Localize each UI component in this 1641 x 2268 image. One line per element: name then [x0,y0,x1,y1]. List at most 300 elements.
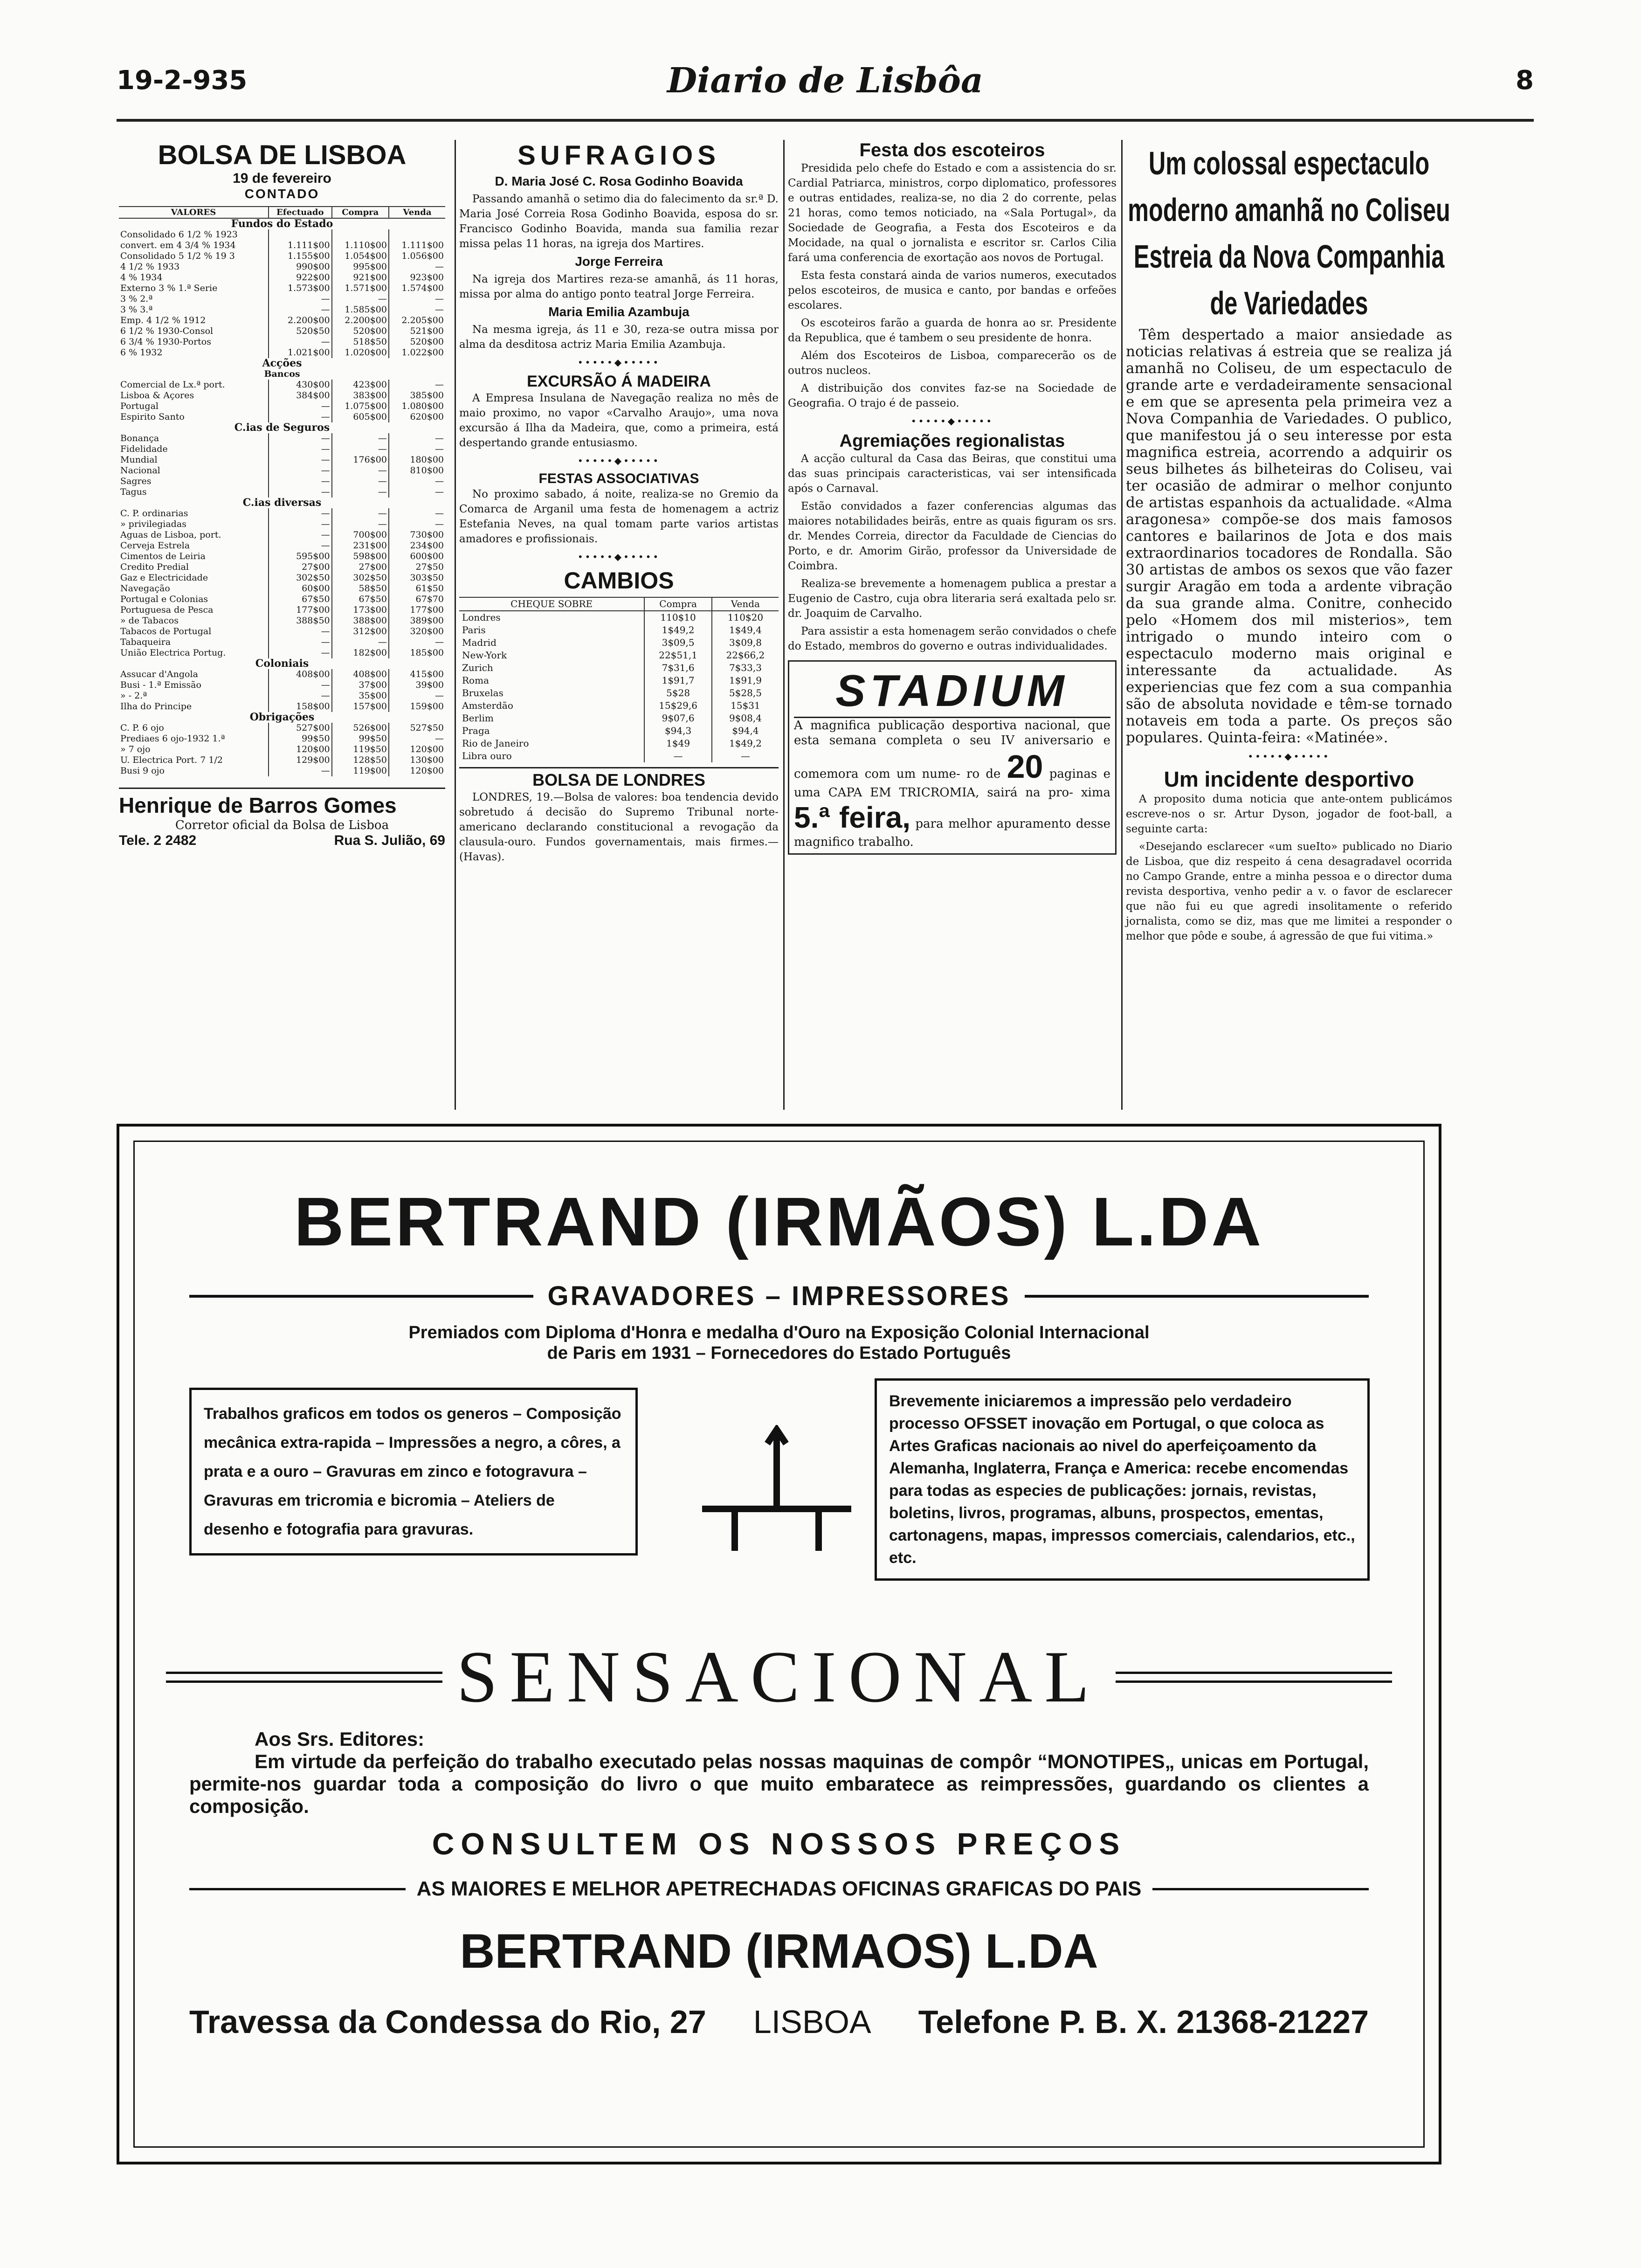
table-cell: 177$00 [269,605,332,615]
table-cell: Busi - 1.ª Emissão [120,680,201,690]
table-cell: Consolidado 6 1/2 % 1923 [120,229,238,240]
londres-title: BOLSA DE LONDRES [459,767,779,790]
table-cell: 1.571$00 [332,283,389,294]
table-cell: — [389,733,445,744]
table-row [459,624,779,636]
sufragios-title: SUFRAGIOS [517,140,720,171]
table-row [119,723,445,733]
table-row [459,725,779,737]
sufragio-name: D. Maria José C. Rosa Godinho Boavida [495,174,743,188]
column-divider [783,140,785,1110]
table-cell: 35$00 [332,691,389,701]
table-cell: 600$00 [389,551,445,562]
table-cell: 527$50 [389,723,445,733]
table-cell: 39$00 [389,680,445,691]
table-cell: Assucar d'Angola [120,669,198,679]
stadium-text: para melhor apuramento desse magnifico trabalho. [794,817,1111,849]
table-cell: — [332,465,389,476]
table-row [119,637,445,648]
table-cell: 129$00 [269,755,332,766]
table-cell: União Electrica Portug. [120,648,226,658]
table-cell: $94,3 [644,725,712,737]
table-cell: Bonança [120,433,159,443]
table-cell: Portugal e Colonias [120,594,208,604]
group-row [119,658,445,669]
ad-tagline: GRAVADORES – IMPRESSORES [547,1281,1011,1311]
table-cell: » 7 ojo [120,744,151,754]
ad-brand: BERTRAND (IRMÃOS) L.DA [294,1183,1264,1260]
table-row [119,347,445,358]
subgroup-name: Bancos [264,369,300,379]
table-cell: 22$66,2 [712,649,779,662]
table-cell: 2.205$00 [389,315,445,326]
separator: •••••◆••••• [1248,751,1331,762]
table-cell: 3$09,5 [644,636,712,649]
table-cell: 521$00 [389,326,445,337]
ad-maiores: AS MAIORES E MELHOR APETRECHADAS OFICINAS GRAFICAS DO PAIS [416,1877,1142,1900]
column-escoteiros [788,140,1117,855]
table-cell: 2.200$00 [332,315,389,326]
table-cell: 810$00 [389,465,445,476]
table-cell: 177$00 [389,605,445,615]
table-row [119,573,445,583]
stadium-text: xima [1081,786,1111,800]
table-cell: 730$00 [389,530,445,540]
table-cell: 1$91,7 [644,674,712,687]
table-cell: Cerveja Estrela [120,540,190,551]
table-row [119,283,445,294]
table-cell: Portugal [120,401,159,411]
incidente-text: A proposito duma noticia que ante-ontem publicámos escreve-nos o sr. Artur Dyson, jogador de foot-ball, a seguinte carta: [1126,793,1452,835]
table-row [119,755,445,766]
table-cell: Sagres [120,476,152,486]
table-row [459,674,779,687]
table-cell: Comercial de Lx.ª port. [120,380,225,390]
group-name: Obrigações [249,711,315,723]
group-name: Acções [262,357,302,369]
table-cell: 15$29,6 [644,699,712,712]
table-cell: 408$00 [269,669,332,680]
table-cell: Fidelidade [120,444,168,454]
table-cell: — [389,294,445,304]
table-cell: 60$00 [269,583,332,594]
group-name: C.ias de Seguros [234,422,330,434]
table-row [119,583,445,594]
ad-right-box: Brevemente iniciaremos a impressão pelo verdadeiro processo OFSSET inovação em Portugal, o que coloca as Artes Graficas nacionais ao nivel do aperfeiçoamento da Alemanha, Inglaterra, França e America: recebe encomendas para todas as especies de publicações: jornais, revistas, boletins, livros, programas, albuns, prospectos, ementas, cartonagens, mapas, impressos comerciais, calendarios, etc., etc. [875,1378,1370,1581]
bolsa-date: 19 de fevereiro [233,171,331,186]
table-cell: 4 % 1934 [120,272,163,283]
table-cell: — [269,433,332,444]
table-cell: Zurich [462,662,493,673]
coliseu-headline: Um colossal espectaculo moderno amanhã no Coliseu Estreia da Nova Companhia de Variedades [1128,145,1450,321]
column-sufragios [459,140,779,867]
table-row [119,487,445,498]
table-row [119,766,445,776]
table-cell: — [644,750,712,762]
table-cell: 303$50 [389,573,445,583]
table-cell: — [389,637,445,648]
table-cell: 61$50 [389,583,445,594]
table-cell: 1.585$00 [332,304,389,315]
group-row [119,712,445,723]
table-row [119,680,445,691]
subgroup-row [119,369,445,380]
table-cell: 1$49,4 [712,624,779,636]
table-cell: 1$49,2 [712,737,779,750]
table-cell: — [269,304,332,315]
table-cell: 922$00 [269,272,332,283]
table-cell: 1.080$00 [389,401,445,412]
table-cell: Londres [462,612,501,623]
broker-line: Corretor oficial da Bolsa de Lisboa [175,818,389,832]
stadium-text: ro de [966,767,1001,781]
sufragio-name: Jorge Ferreira [575,254,663,269]
group-name: Fundos do Estado [231,218,333,230]
table-cell: 15$31 [712,699,779,712]
table-cell: — [269,337,332,347]
table-cell [389,229,445,240]
table-cell: 67$50 [269,594,332,605]
masthead-rule [117,119,1534,122]
table-cell: Cimentos de Leiria [120,551,206,561]
table-cell: 408$00 [332,669,389,680]
table-cell: — [269,648,332,658]
table-cell: 159$00 [389,701,445,712]
separator: •••••◆••••• [577,551,661,562]
ad-left-box: Trabalhos graficos em todos os generos – Composição mecânica extra-rapida – Impressões a negro, a côres, a prata e a ouro – Gravuras em zinco e fotogravura – Gravuras em tricromia e bicromia – Ateliers de desenho e fotografia para gravuras. [189,1388,638,1556]
stadium-ad [788,660,1117,855]
table-cell: 320$00 [389,626,445,637]
masthead [117,61,1534,112]
table-cell: 99$50 [332,733,389,744]
table-cell: — [389,476,445,487]
table-cell: 1$49,2 [644,624,712,636]
table-cell: — [389,487,445,498]
ad-rule [166,1672,442,1683]
table-cell: » de Tabacos [120,615,179,626]
table-cell: Gaz e Electricidade [120,573,208,583]
table-cell: — [269,476,332,487]
table-row [119,272,445,283]
stadium-20: 20 [1007,748,1043,785]
ad-city: LISBOA [753,2004,871,2040]
bolsa-table [119,206,445,776]
table-row [119,455,445,465]
col-header: Compra [644,597,712,611]
table-cell: 2.200$00 [269,315,332,326]
table-cell: — [269,465,332,476]
table-row [119,444,445,455]
table-cell: 384$00 [269,390,332,401]
table-cell: 388$00 [332,615,389,626]
table-cell: Tagus [120,487,147,497]
table-row [459,662,779,674]
table-cell: Libra ouro [462,750,512,761]
table-cell: 1.574$00 [389,283,445,294]
table-cell: 1.056$00 [389,251,445,262]
table-cell: 180$00 [389,455,445,465]
table-cell: C. P. 6 ojo [120,723,164,733]
table-cell: 234$00 [389,540,445,551]
cambios-table [459,597,779,762]
table-row [119,562,445,573]
table-cell: — [269,530,332,540]
table-row [119,304,445,315]
table-cell: 173$00 [332,605,389,615]
table-cell: 312$00 [332,626,389,637]
table-cell: — [712,750,779,762]
table-cell: — [269,680,332,691]
table-cell: 67$70 [389,594,445,605]
table-cell: $94,4 [712,725,779,737]
table-cell: 120$00 [389,744,445,755]
table-row [119,626,445,637]
sufragio-text: Na mesma igreja, ás 11 e 30, reza-se outra missa por alma da desditosa actriz Maria Emilia Azambuja. [459,324,779,351]
table-row [119,326,445,337]
table-cell: — [389,304,445,315]
table-cell: — [269,294,332,304]
table-cell: 5$28 [644,687,712,699]
escoteiros-title: Festa dos escoteiros [859,140,1045,160]
cambios-title: CAMBIOS [564,567,674,594]
table-cell: 119$00 [332,766,389,776]
table-row [119,691,445,701]
table-cell: — [269,401,332,412]
table-row [119,390,445,401]
table-cell: 5$28,5 [712,687,779,699]
column-coliseu [1126,140,1452,947]
ad-rule [189,1888,406,1890]
issue-date: 19-2-935 [117,65,248,96]
table-cell: Bruxelas [462,687,503,698]
table-cell: — [389,433,445,444]
table-cell: C. P. ordinarias [120,508,188,519]
bolsa-de-lisboa [119,140,445,849]
table-cell: 1.155$00 [269,251,332,262]
table-row [459,737,779,750]
table-row [119,229,445,240]
table-cell: 1.021$00 [269,347,332,358]
table-cell: 7$33,3 [712,662,779,674]
table-cell: 1.020$00 [332,347,389,358]
table-cell: — [332,433,389,444]
table-cell: 3 % 3.ª [120,304,153,315]
table-cell: — [332,476,389,487]
table-cell: Prediaes 6 ojo-1932 1.ª [120,733,225,744]
excursao-title: EXCURSÃO Á MADEIRA [527,373,711,390]
table-row [119,412,445,422]
group-row [119,498,445,508]
table-cell: 27$00 [269,562,332,573]
table-cell: — [332,508,389,519]
table-row [119,551,445,562]
table-cell: 1$49 [644,737,712,750]
table-cell: 119$50 [332,744,389,755]
col-header: Venda [712,597,779,611]
excursao-text: A Empresa Insulana de Navegação realiza no mês de maio proximo, no vapor «Carvalho Araujo», uma nova excursão á Ilha da Madeira, que, como a primeira, está despertando grande entusiasmo. [459,392,779,449]
table-cell: 120$00 [269,744,332,755]
table-cell: 6 % 1932 [120,347,163,358]
table-row [459,712,779,725]
table-cell: — [332,637,389,648]
table-row [119,701,445,712]
table-cell: 110$10 [644,611,712,624]
table-cell: Espirito Santo [120,412,185,422]
table-cell: — [332,294,389,304]
table-cell: 176$00 [332,455,389,465]
table-cell: 1.075$00 [332,401,389,412]
col-header: Efectuado [269,207,332,218]
incidente-title: Um incidente desportivo [1164,767,1414,791]
table-cell: 3$09,8 [712,636,779,649]
table-cell: Externo 3 % 1.ª Serie [120,283,218,293]
table-cell: — [389,519,445,530]
table-cell: 302$50 [332,573,389,583]
londres-text: LONDRES, 19.—Bolsa de valores: boa tendencia devido sobretudo á decisão do Supremo Tribunal norte-americano declarando constitucional a revogação da clausula-ouro. Fundos governamentais, mais firmes.—(Havas). [459,791,779,863]
table-cell: 595$00 [269,551,332,562]
col-header: CHEQUE SOBRE [459,597,644,611]
table-cell: Praga [462,725,490,736]
table-cell: 520$50 [269,326,332,337]
table-cell: Amsterdão [462,700,513,711]
table-cell: convert. em 4 3/4 % 1934 [120,240,236,250]
table-row [119,262,445,272]
newspaper-title: Diario de Lisbôa [667,61,983,101]
table-cell: — [269,455,332,465]
stadium-text: A magnifica publicação desportiva nacional, que esta semana completa o seu IV aniversario e comemora com um nume- [794,719,1110,781]
table-cell: 27$50 [389,562,445,573]
table-row [459,636,779,649]
table-cell: 4 1/2 % 1933 [120,262,180,272]
page-number: 8 [1516,65,1534,96]
ad-consult: CONSULTEM OS NOSSOS PREÇOS [432,1826,1126,1861]
table-cell: 921$00 [332,272,389,283]
table-cell: 526$00 [332,723,389,733]
arrow-icon [693,1425,861,1565]
table-cell: — [389,444,445,455]
festas-text: No proximo sabado, á noite, realiza-se no Gremio da Comarca de Arganil uma festa de homenagem a actriz Estefania Neves, na qual tomam parte varios artistas amadores e profissionais. [459,488,779,545]
table-cell: 9$08,4 [712,712,779,725]
table-cell: — [269,637,332,648]
agremiacoes-title: Agremiações regionalistas [839,431,1065,451]
table-cell: 620$00 [389,412,445,422]
table-cell: 99$50 [269,733,332,744]
table-cell: Navegação [120,583,170,594]
table-cell [332,229,389,240]
ad-award-line: de Paris em 1931 – Fornecedores do Estado Português [547,1343,1011,1363]
table-cell: 27$00 [332,562,389,573]
table-cell: 1.573$00 [269,283,332,294]
table-row [119,519,445,530]
table-cell: 605$00 [332,412,389,422]
table-cell: 1$91,9 [712,674,779,687]
table-cell: Madrid [462,637,496,648]
group-name: C.ias diversas [242,497,322,509]
table-cell: — [269,519,332,530]
table-cell: 389$00 [389,615,445,626]
table-cell: 3 % 2.ª [120,294,153,304]
table-cell: 185$00 [389,648,445,658]
stadium-text: paginas e uma CAPA EM TRICROMIA, sairá na pro- [794,767,1111,800]
table-cell: 598$00 [332,551,389,562]
table-cell: Busi 9 ojo [120,766,165,776]
broker-tel: Tele. 2 2482 [119,833,197,848]
table-cell: 1.022$00 [389,347,445,358]
ad-rule [189,1295,533,1298]
table-row [119,530,445,540]
table-cell: Rio de Janeiro [462,738,529,749]
table-cell: 995$00 [332,262,389,272]
table-row [459,699,779,712]
table-cell: — [269,766,332,776]
table-cell: 231$00 [332,540,389,551]
sufragio-text: Na igreja dos Martires reza-se amanhã, ás 11 horas, missa por alma do antigo ponto teatral Jorge Ferreira. [459,273,779,300]
table-cell: 58$50 [332,583,389,594]
table-cell: 37$00 [332,680,389,691]
table-cell: New-York [462,650,507,661]
table-cell: 6 3/4 % 1930-Portos [120,337,211,347]
table-cell: — [269,444,332,455]
table-cell: 158$00 [269,701,332,712]
table-cell: Tabacos de Portugal [120,626,212,636]
table-row [119,615,445,626]
ad-rule [1152,1888,1369,1890]
table-cell [269,229,332,240]
table-row [119,744,445,755]
table-row [119,401,445,412]
article-paragraph: A acção cultural da Casa das Beiras, que constitui uma das suas principais caracteristicas, vai ser intensificada após o Carnaval. [788,453,1117,495]
table-cell: 990$00 [269,262,332,272]
broker-box [119,788,445,849]
table-cell: 302$50 [269,573,332,583]
table-cell: Portuguesa de Pesca [120,605,214,615]
table-cell: Roma [462,675,489,686]
table-cell: 67$50 [332,594,389,605]
table-cell: 923$00 [389,272,445,283]
ad-rule [1116,1672,1392,1683]
table-row [459,687,779,699]
bertrand-advertisement [117,1124,1441,2164]
table-row [119,315,445,326]
table-cell: 22$51,1 [644,649,712,662]
table-cell: Lisboa & Açores [120,390,194,401]
ad-brand-2: BERTRAND (IRMAOS) L.DA [460,1924,1098,1978]
table-row [119,648,445,658]
stadium-5feira: 5.ª feira, [794,801,911,834]
table-row [119,605,445,615]
table-cell: Tabaqueira [120,637,171,647]
table-row [119,594,445,605]
table-cell: » - 2.ª [120,691,147,701]
table-cell: Berlim [462,712,494,724]
table-cell: 1.111$00 [269,240,332,251]
article-paragraph: Para assistir a esta homenagem serão convidados o chefe do Estado, membros do governo e outras individualidades. [788,625,1117,652]
table-cell: 1.111$00 [389,240,445,251]
table-cell: — [389,508,445,519]
coliseu-text: Têm despertado a maior ansiedade as noticias relativas á estreia que se realiza já amanhã no Coliseu, de um espectaculo de grande arte e verdadeiramente sensacional e em que se apresenta pela primeira vez a Nova Companhia de Variedades. O publico, que manifestou já o seu interesse por esta magnifica estreia, acorrendo a adquirir os seus bilhetes ás bilheteiras do Coliseu, vai ter ocasião de admirar o melhor conjunto de artistas espanhois da actualidade. «Alma aragonesa» compõe-se dos mais famosos cantores e bailarinos de Jota e dos mais extraordinarios tocadores de Rondalla. São 30 artistas de ambos os sexos que vão fazer surgir Aragão em toda a ardente vibração da sua grande alma. Conitre, conhecido pelo «Homem dos mil misterios», tem intrigado o mundo inteiro com o espectaculo moderno mais original e interessante da actualidade. As experiencias que fez com a sua companhia são de absoluta novidade e têm-se tornado notaveis em toda a parte. Os preços são populares. Quinta-feira: «Matinée». [1126,326,1452,746]
table-cell: 157$00 [332,701,389,712]
column-divider [1121,140,1123,1110]
group-row [119,358,445,369]
table-cell: 700$00 [332,530,389,540]
article-paragraph: Os escoteiros farão a guarda de honra ao sr. Presidente da Republica, que é tambem o seu presidente de honra. [788,317,1117,344]
table-cell: Consolidado 5 1/2 % 19 3 [120,251,235,261]
table-cell: — [269,508,332,519]
incidente-letter: «Desejando esclarecer «um sueIto» publicado no Diario de Lisboa, que diz respeito á cena desagradavel ocorrida no Campo Grande, entre a minha pessoa e o director duma revista desportiva, venho pedir a v. o favor de esclarecer que não fui eu que agredi insolitamente o referido jornalista, como se diz, mas que me limitei a responder o melhor que pôde e soube, á agressão de que fui vitima.» [1126,841,1452,942]
table-cell: 130$00 [389,755,445,766]
table-cell: Mundial [120,455,158,465]
table-row [119,508,445,519]
